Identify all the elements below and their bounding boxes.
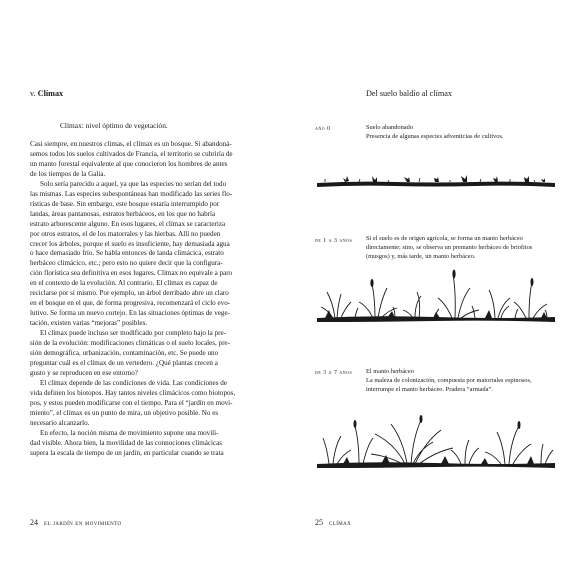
body-line: sión demográfica, urbanización, contaminación, etc. Se puede uno (30, 349, 219, 358)
body-line: o hace demasiado frío. Se habla entonces de landa climácica, estrato (30, 249, 224, 258)
page-number: 25 (315, 518, 323, 527)
body-line: supera la escala de tiempo de un jardín, en particular cuando se trata (30, 448, 224, 457)
body-line: en el contexto de la evolución. Al contrario. El clímax es capaz de (30, 279, 218, 288)
stage-label: año 0 (315, 126, 331, 132)
illustration-thorny-shrubs (315, 408, 557, 472)
stage-description: Presencia de algunas especies adventicias de cultivos. (366, 133, 504, 140)
body-text (30, 140, 276, 459)
page-title: Del suelo baldío al clímax (366, 89, 452, 98)
illustration-herbaceous-cover (315, 268, 557, 326)
body-line: ción florística sea definitiva en esos lugares. Clímax no equivale a paro (30, 269, 233, 278)
body-line: semos todos los suelos cultivados de Francia, el territorio se cubriría de (30, 149, 233, 158)
right-page (285, 0, 570, 570)
body-line: reciclarse por sí mismo. Por ejemplo, un árbol derribado abre un claro (30, 289, 229, 298)
stage-label: de 1 a 3 años (315, 238, 353, 244)
body-line: sión de la evolución: modificaciones climáticas o el suelo locales, pre- (30, 339, 230, 348)
body-line: en el bosque en el que, de forma progresiva, recomenzará el ciclo evo- (30, 299, 231, 308)
body-line: dad visible. Ahora bien, la movilidad de las connociones climácicas (30, 438, 223, 447)
stage-label: de 3 a 7 años (315, 370, 353, 376)
section-title: Clímax (37, 89, 64, 98)
stage-description: La maleza de colonización, compuesta por matorrales espinosos, interrumpe el manto herbáceo. Pradera “armada”. (366, 377, 532, 393)
stage-title: El manto herbáceo (366, 368, 414, 375)
section-heading (30, 89, 63, 98)
body-line: rísticas de base. Sin embargo, este bosque estaría interrumpido por (30, 199, 220, 208)
body-line: gusto y se reproducen en ese entorno? (30, 368, 138, 377)
body-line: En efecto, la noción misma de movimiento supone una movili- (40, 428, 219, 437)
body-line: tación, existen varias “mejoras” posibles. (30, 319, 148, 328)
body-line: lutivo. Se forma un nuevo cortejo. En las situaciones óptimas de vege- (30, 309, 230, 318)
body-line: El clímax puede incluso ser modificado por completo bajo la pre- (40, 329, 226, 338)
running-head: el jardín en movimiento (44, 520, 122, 527)
body-line: necesario alcanzarlo. (30, 418, 90, 427)
stage-title: Suelo abandonado (366, 124, 414, 131)
body-line: vida definen los biotopos. Hay tantos niveles climácicos como biotopos, (30, 388, 236, 397)
body-line: landas, áreas pantanosas, estratos herbáceos, en los que no habría (30, 209, 216, 218)
folio-right (315, 518, 351, 527)
body-line: pos, y estos pueden modificarse con el tiempo. Para el “jardín en movi- (30, 398, 233, 407)
body-line: crecer los árboles, porque el suelo es insuficiente, hay demasiada agua (30, 239, 230, 248)
page-number: 24 (30, 518, 38, 527)
epigraph: Clímax: nivel óptimo de vegetación. (60, 121, 168, 130)
body-line: herbáceo climácico, etc.; pero esto no quiere decir que la configura- (30, 259, 223, 268)
running-head: clímax (329, 520, 352, 527)
body-line: preguntar cuál es el clímax de un vertedero. ¿Qué plantas crecen a (30, 358, 218, 367)
body-line: estrato arborescente alguno. En esos lugares, el clímax se caracteriza (30, 219, 226, 228)
illustration-bare-soil (315, 160, 557, 192)
body-line: de los tiempos de la Galia. (30, 169, 106, 178)
body-line: Casi siempre, en nuestros climas, el clímax es un bosque. Si abandoná- (30, 140, 232, 148)
folio-left (30, 518, 122, 527)
body-line: un manto forestal equivalente al que conocieron los hombres de antes (30, 159, 228, 168)
body-line: por otros estratos, el de los matorrales y las hierbas. Allí no pueden (30, 229, 221, 238)
body-line: El clímax depende de las condiciones de vida. Las condiciones de (40, 378, 227, 387)
stage-description: Si el suelo es de origen agrícola, se forma un manto herbáceo directamente; sino, se observa un premanto herbáceo de briofitos (musgos) y, más tarde, un manto herbáceo. (366, 235, 533, 260)
body-line: Solo sería parecido a aquel, ya que las especies no serían del todo (40, 179, 227, 188)
body-line: miento”, el clímax es un punto de mira, un objetivo posible. No es (30, 408, 219, 417)
section-number: v. (30, 89, 36, 98)
body-line: las mismas. Las especies subespontáneas han modificado las series flo- (30, 189, 233, 198)
